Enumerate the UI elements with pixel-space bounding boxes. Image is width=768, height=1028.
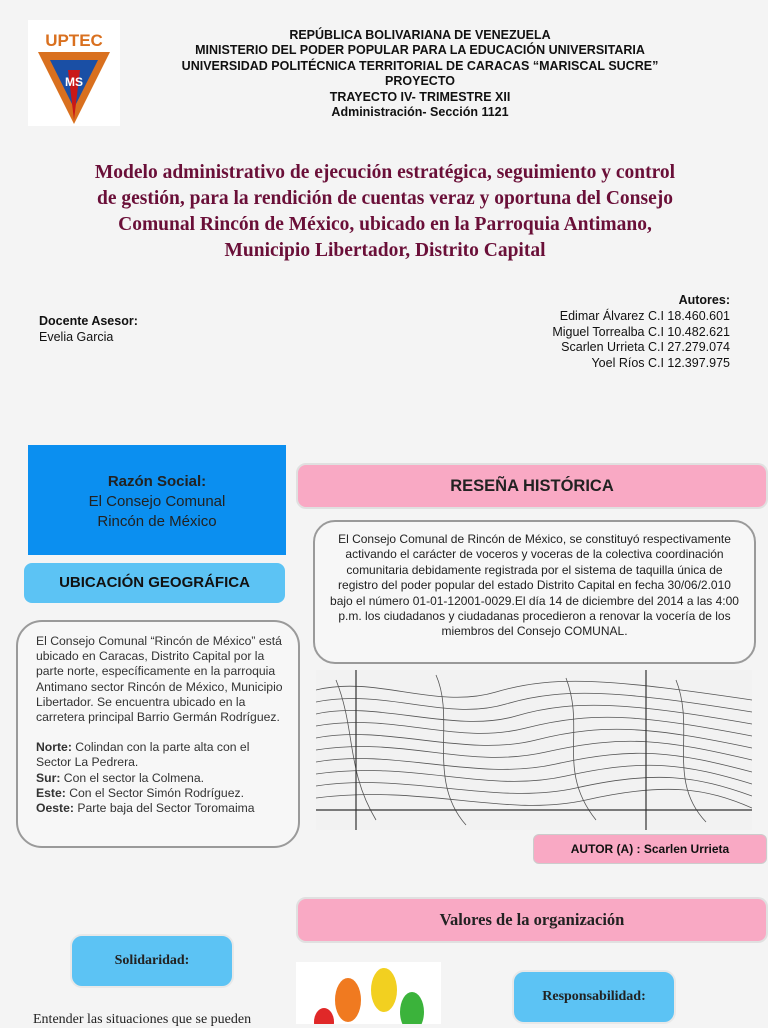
solidaridad-box: Solidaridad: — [70, 934, 234, 988]
docente-name: Evelia Garcia — [39, 330, 114, 344]
authors-block — [552, 293, 730, 372]
logo-mid-text: MS — [65, 75, 83, 89]
author-item: Scarlen Urrieta C.I 27.279.074 — [561, 340, 730, 355]
header-line: PROYECTO — [385, 74, 455, 89]
solidaridad-text: Entender las situaciones que se pueden — [33, 1012, 252, 1027]
header-line: REPÚBLICA BOLIVARIANA DE VENEZUELA — [289, 28, 551, 42]
people-figures-image — [296, 962, 441, 1024]
logo-top-text: UPTEC — [45, 31, 103, 50]
ubicacion-title: UBICACIÓN GEOGRÁFICA — [24, 563, 285, 603]
institution-header — [120, 28, 720, 120]
docente-label: Docente Asesor: — [39, 314, 138, 328]
ubicacion-box — [16, 620, 300, 848]
header-line: MINISTERIO DEL PODER POPULAR PARA LA EDUCACIÓN UNIVERSITARIA — [195, 43, 645, 58]
autor-badge: AUTOR (A) : Scarlen Urrieta — [533, 834, 767, 864]
ubicacion-sur: Sur: Con el sector la Colmena. — [36, 770, 204, 785]
author-item: Miguel Torrealba C.I 10.482.621 — [552, 324, 730, 339]
author-item: Yoel Ríos C.I 12.397.975 — [591, 356, 730, 371]
valores-title: Valores de la organización — [296, 897, 768, 943]
ubicacion-este: Este: Con el Sector Simón Rodríguez. — [36, 785, 244, 800]
ubicacion-text: El Consejo Comunal “Rincón de México” está ubicado en Caracas, Distrito Capital por la parte norte, específicamente en la parroquia Antimano sector Rincón de México, Municipio Libertador. Se encuentra ubicado en la carretera principal Barrio Germán Rodríguez. — [36, 634, 283, 725]
header-line: UNIVERSIDAD POLITÉCNICA TERRITORIAL DE CARACAS “MARISCAL SUCRE” — [181, 58, 659, 73]
author-item: Edimar Álvarez C.I 18.460.601 — [559, 308, 730, 323]
topographic-map-image — [316, 670, 752, 830]
ubicacion-norte: Norte: Colindan con la parte alta con el Sector La Pedrera. — [36, 740, 250, 770]
razon-social-label: Razón Social: — [107, 473, 207, 490]
razon-social-panel — [28, 445, 286, 555]
header-line: TRAYECTO IV- TRIMESTRE XII — [329, 89, 511, 104]
resena-box: El Consejo Comunal de Rincón de México, se constituyó respectivamente activando el carácter de voceros y voceras de la colectiva coordinación comunitaria debidamente registrada por el sistema de taquilla única de registro del poder popular del estado Distrito Capital en fecha 30/06/2.010 bajo el número 01-01-12001-0029.El día 14 de diciembre del 2014 a las 4:00 p.m. los ciudadanos y ciudadanas procedieron a renovar la vocería de los miembros del Consejo COMUNAL. — [313, 520, 756, 664]
uptec-logo — [28, 20, 120, 126]
project-title: Modelo administrativo de ejecución estratégica, seguimiento y control de gestión, para la rendición de cuentas veraz y oportuna del Consejo Comunal Rincón de México, ubicado en la Parroquia Antimano, Municipio Libertador, Distrito Capital — [94, 162, 676, 261]
razon-social-line: Rincón de México — [97, 513, 217, 530]
header-line: Administración- Sección 1121 — [331, 105, 509, 120]
responsabilidad-box: Responsabilidad: — [512, 970, 676, 1024]
docente-block — [39, 313, 138, 345]
razon-social-line: El Consejo Comunal — [88, 493, 226, 510]
resena-title: RESEÑA HISTÓRICA — [296, 463, 768, 509]
ubicacion-oeste: Oeste: Parte baja del Sector Toromaima — [36, 801, 255, 816]
authors-label: Autores: — [678, 293, 730, 307]
